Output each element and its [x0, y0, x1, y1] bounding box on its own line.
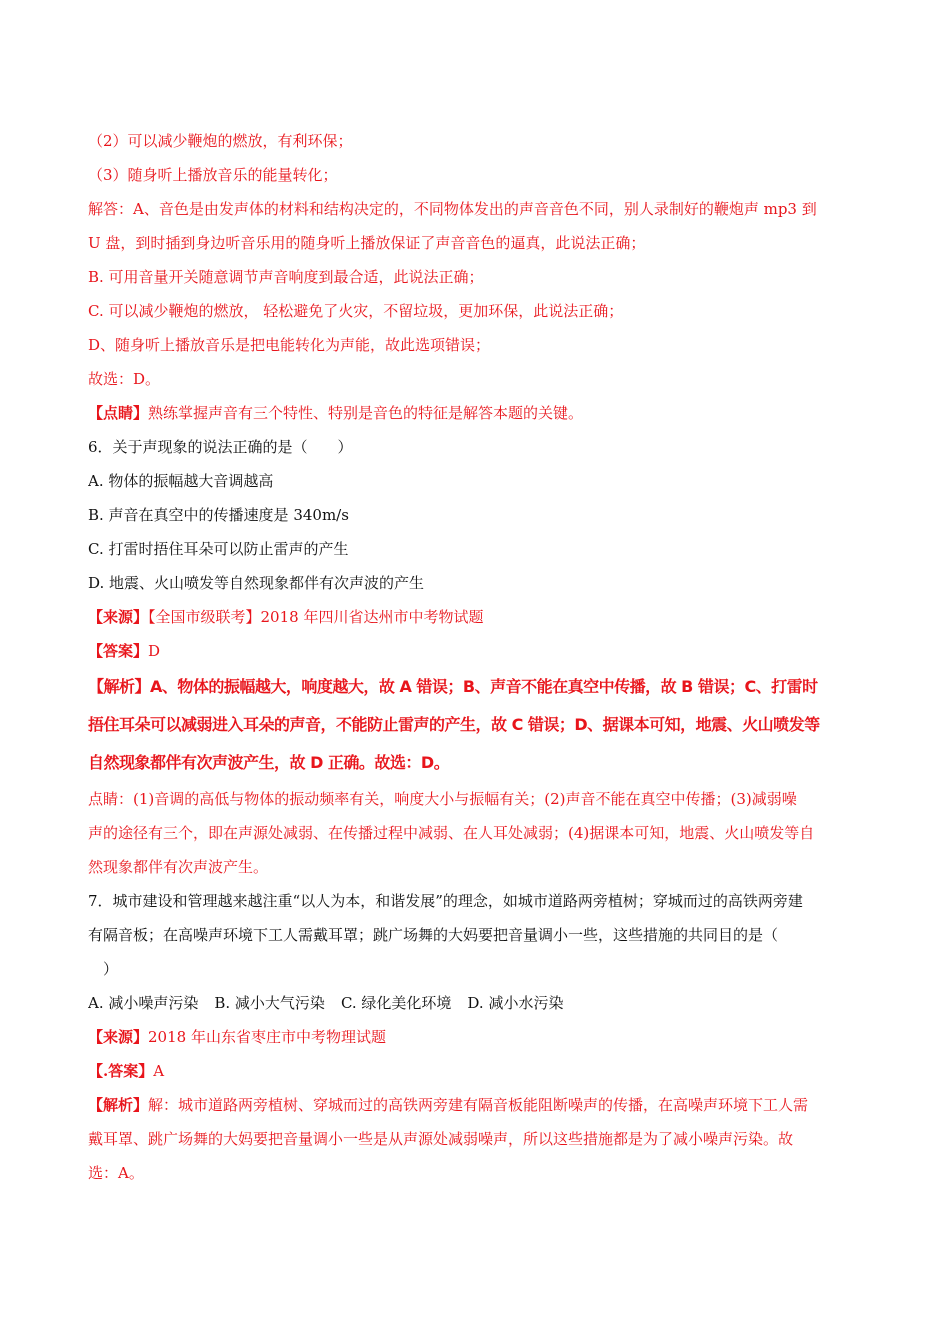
q6-tip-line: 声的途径有三个，即在声源处减弱、在传播过程中减弱、在人耳处减弱；(4)据课本可知，地震、火山喷发等自 [88, 824, 815, 842]
q7-analysis-line: 戴耳罩、跳广场舞的大妈要把音量调小一些是从声源处减弱噪声，所以这些措施都是为了减小噪声污染。故 [88, 1130, 794, 1148]
q7-answer-value: A [153, 1062, 165, 1080]
q6-analysis-line: 自然现象都伴有次声波产生，故 D 正确。故选：D。 [88, 753, 450, 772]
document-page [88, 124, 868, 1190]
q5-answer-line: 解答：A、音色是由发声体的材料和结构决定的，不同物体发出的声音音色不同，别人录制好的鞭炮声 mp3 到 [88, 200, 817, 218]
q5-tip [88, 396, 868, 430]
q6-source-text: 【全国市级联考】2018 年四川省达州市中考物试题 [148, 608, 484, 626]
q7-analysis-line: 选：A。 [88, 1164, 144, 1182]
q6-option-a: A. 物体的振幅越大音调越高 [88, 472, 274, 490]
q7-question-line: ） [88, 960, 119, 978]
q5-tip-text: 熟练掌握声音有三个特性、特别是音色的特征是解答本题的关键。 [148, 404, 584, 422]
q5-choice: 故选：D。 [88, 370, 161, 388]
q7-option-c: C. 绿化美化环境 [340, 994, 452, 1012]
q6-source [88, 600, 868, 634]
q5-point-2: （2）可以减少鞭炮的燃放，有利环保； [88, 132, 353, 150]
q6-answer-label: 【答案】 [88, 642, 149, 660]
q5-answer-line: B. 可用音量开关随意调节声音响度到最合适，此说法正确； [88, 268, 484, 286]
q6-answer [88, 634, 868, 668]
q6-analysis-line: 【解析】A、物体的振幅越大，响度越大，故 A 错误；B、声音不能在真空中传播，故 B 错误；C、打雷时 [88, 677, 818, 696]
q7-analysis-first [88, 1088, 868, 1122]
q6-answer-value: D [148, 642, 161, 660]
q6-option-b: B. 声音在真空中的传播速度是 340m/s [88, 506, 349, 524]
q5-tip-label: 【点睛】 [88, 404, 149, 422]
q7-option-b: B. 减小大气污染 [214, 994, 325, 1012]
q6-source-label: 【来源】 [88, 608, 149, 626]
q7-question-line: 7．城市建设和管理越来越注重“以人为本，和谐发展”的理念，如城市道路两旁植树；穿城而过的高铁两旁建 [88, 892, 803, 910]
q7-option-d: D. 减小水污染 [467, 994, 564, 1012]
q7-question-line: 有隔音板；在高噪声环境下工人需戴耳罩；跳广场舞的大妈要把音量调小一些，这些措施的共同目的是（ [88, 926, 779, 944]
q7-option-a: A. 减小噪声污染 [88, 994, 199, 1012]
q5-point-3: （3）随身听上播放音乐的能量转化； [88, 166, 338, 184]
q6-analysis-line: 捂住耳朵可以减弱进入耳朵的声音，不能防止雷声的产生，故 C 错误；D、据课本可知，地震、火山喷发等 [88, 715, 820, 734]
q7-source [88, 1020, 868, 1054]
q7-analysis-label: 【解析】 [88, 1096, 149, 1114]
q6-tip-line: 然现象都伴有次声波产生。 [88, 858, 269, 876]
q5-answer-line: D、随身听上播放音乐是把电能转化为声能，故此选项错误； [88, 336, 491, 354]
q7-analysis-line: 解：城市道路两旁植树、穿城而过的高铁两旁建有隔音板能阻断噪声的传播，在高噪声环境下工人需 [148, 1096, 809, 1114]
q6-question: 6．关于声现象的说法正确的是（ ） [88, 438, 353, 456]
q6-tip-line: 点睛：(1)音调的高低与物体的振动频率有关，响度大小与振幅有关；(2)声音不能在真空中传播；(3)减弱噪 [88, 790, 797, 808]
q7-source-text: 2018 年山东省枣庄市中考物理试题 [148, 1028, 386, 1046]
q6-option-d: D. 地震、火山喷发等自然现象都伴有次声波的产生 [88, 574, 425, 592]
q7-options [88, 986, 868, 1020]
q6-option-c: C. 打雷时捂住耳朵可以防止雷声的产生 [88, 540, 349, 558]
q7-answer-label: 【.答案】 [88, 1062, 154, 1080]
q7-answer [88, 1054, 868, 1088]
q5-answer-line: U 盘，到时插到身边听音乐用的随身听上播放保证了声音音色的逼真，此说法正确； [88, 234, 646, 252]
q5-answer-line: C. 可以减少鞭炮的燃放， 轻松避免了火灾，不留垃圾，更加环保，此说法正确； [88, 302, 624, 320]
q7-source-label: 【来源】 [88, 1028, 149, 1046]
